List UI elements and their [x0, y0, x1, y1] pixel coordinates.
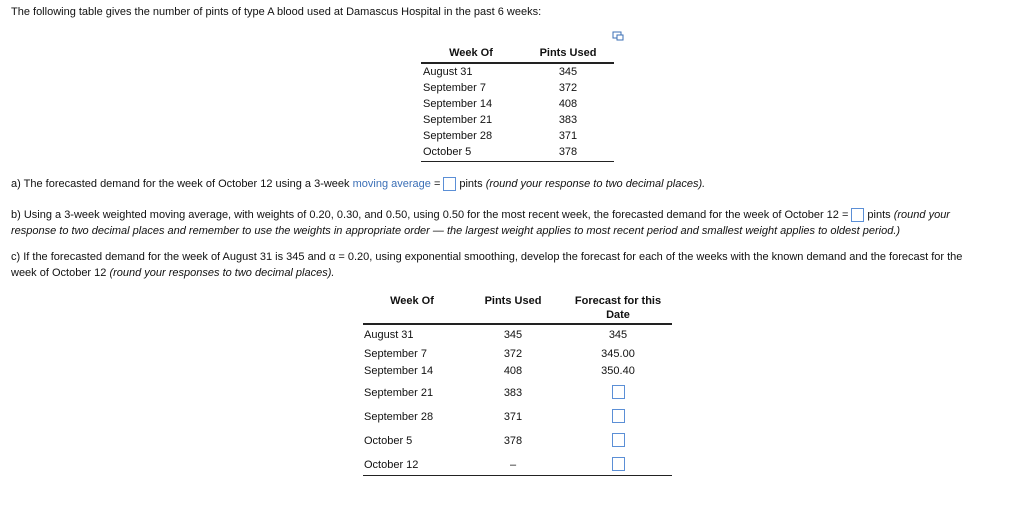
forecast-input-sep21[interactable] [612, 385, 625, 399]
answer-b-input[interactable] [851, 208, 864, 222]
t2-pints: 408 [503, 365, 523, 377]
t1-week: September 7 [423, 82, 486, 94]
t2-week: September 28 [364, 411, 434, 423]
part-c-line2 [11, 267, 334, 279]
t2-pints: 371 [503, 411, 523, 423]
t2-pints: 345 [503, 329, 523, 341]
part-b-text: b) Using a 3-week weighted moving average, with weights of 0.20, 0.30, and 0.50, using 0.50 for the most recent week, the forecasted demand for the week of October 12 = [11, 208, 849, 221]
t1-pints: 371 [558, 130, 578, 142]
t1-pints: 378 [558, 146, 578, 158]
part-c-note: (round your responses to two decimal places). [109, 267, 335, 279]
t2-forecast: 345.00 [601, 348, 635, 360]
t1-header-week: Week Of [449, 47, 493, 59]
part-a-equals: = [430, 177, 441, 190]
t2-week: October 5 [364, 435, 413, 447]
part-b-units: pints [867, 208, 891, 221]
t1-week: October 5 [423, 146, 472, 158]
t1-header-pints: Pints Used [539, 47, 597, 59]
forecast-input-oct5[interactable] [612, 433, 625, 447]
t2-forecast: 350.40 [601, 365, 635, 377]
part-c-line2-text: week of October 12 [11, 267, 107, 279]
t1-week: September 28 [423, 130, 493, 142]
t2-pints: 372 [503, 348, 523, 360]
t2-week: September 21 [364, 387, 434, 399]
t2-pints: 383 [503, 387, 523, 399]
answer-a-input[interactable] [443, 177, 456, 191]
t1-week: September 21 [423, 114, 493, 126]
part-a-note: (round your response to two decimal places). [485, 177, 706, 190]
t2-header-date: Date [606, 309, 630, 321]
part-b-note: (round your [893, 208, 950, 221]
t1-pints: 408 [558, 98, 578, 110]
part-a-units: pints [459, 177, 483, 190]
t2-header-forecast: Forecast for this [574, 295, 662, 307]
t2-week: September 14 [364, 365, 434, 377]
t2-header-week: Week Of [390, 295, 434, 307]
t1-pints: 372 [558, 82, 578, 94]
t1-pints: 383 [558, 114, 578, 126]
moving-average-term[interactable]: moving average [352, 177, 431, 190]
t2-week: September 7 [364, 348, 427, 360]
t1-pints: 345 [558, 66, 578, 78]
t2-forecast: 345 [608, 329, 628, 341]
part-a [11, 177, 705, 191]
copy-table-icon[interactable] [612, 31, 624, 41]
forecast-input-oct12[interactable] [612, 457, 625, 471]
t2-week: October 12 [364, 459, 419, 471]
t2-pints: – [509, 459, 517, 471]
part-b-line1 [11, 208, 950, 222]
t2-pints: 378 [503, 435, 523, 447]
t1-week: August 31 [423, 66, 473, 78]
part-b-line2: response to two decimal places and remember to use the weights in appropriate order — the largest weight applies to most recent period and smallest weight applies to oldest period.) [11, 225, 901, 237]
t1-week: September 14 [423, 98, 493, 110]
forecast-input-sep28[interactable] [612, 409, 625, 423]
t2-week: August 31 [364, 329, 414, 341]
part-a-text: a) The forecasted demand for the week of October 12 using a 3-week [11, 177, 350, 190]
t2-header-pints: Pints Used [484, 295, 542, 307]
part-c-line1: c) If the forecasted demand for the week of August 31 is 345 and α = 0.20, using exponential smoothing, develop the forecast for each of the weeks with the known demand and the forecast for the [11, 251, 963, 263]
intro-text: The following table gives the number of pints of type A blood used at Damascus Hospital in the past 6 weeks: [11, 6, 542, 18]
